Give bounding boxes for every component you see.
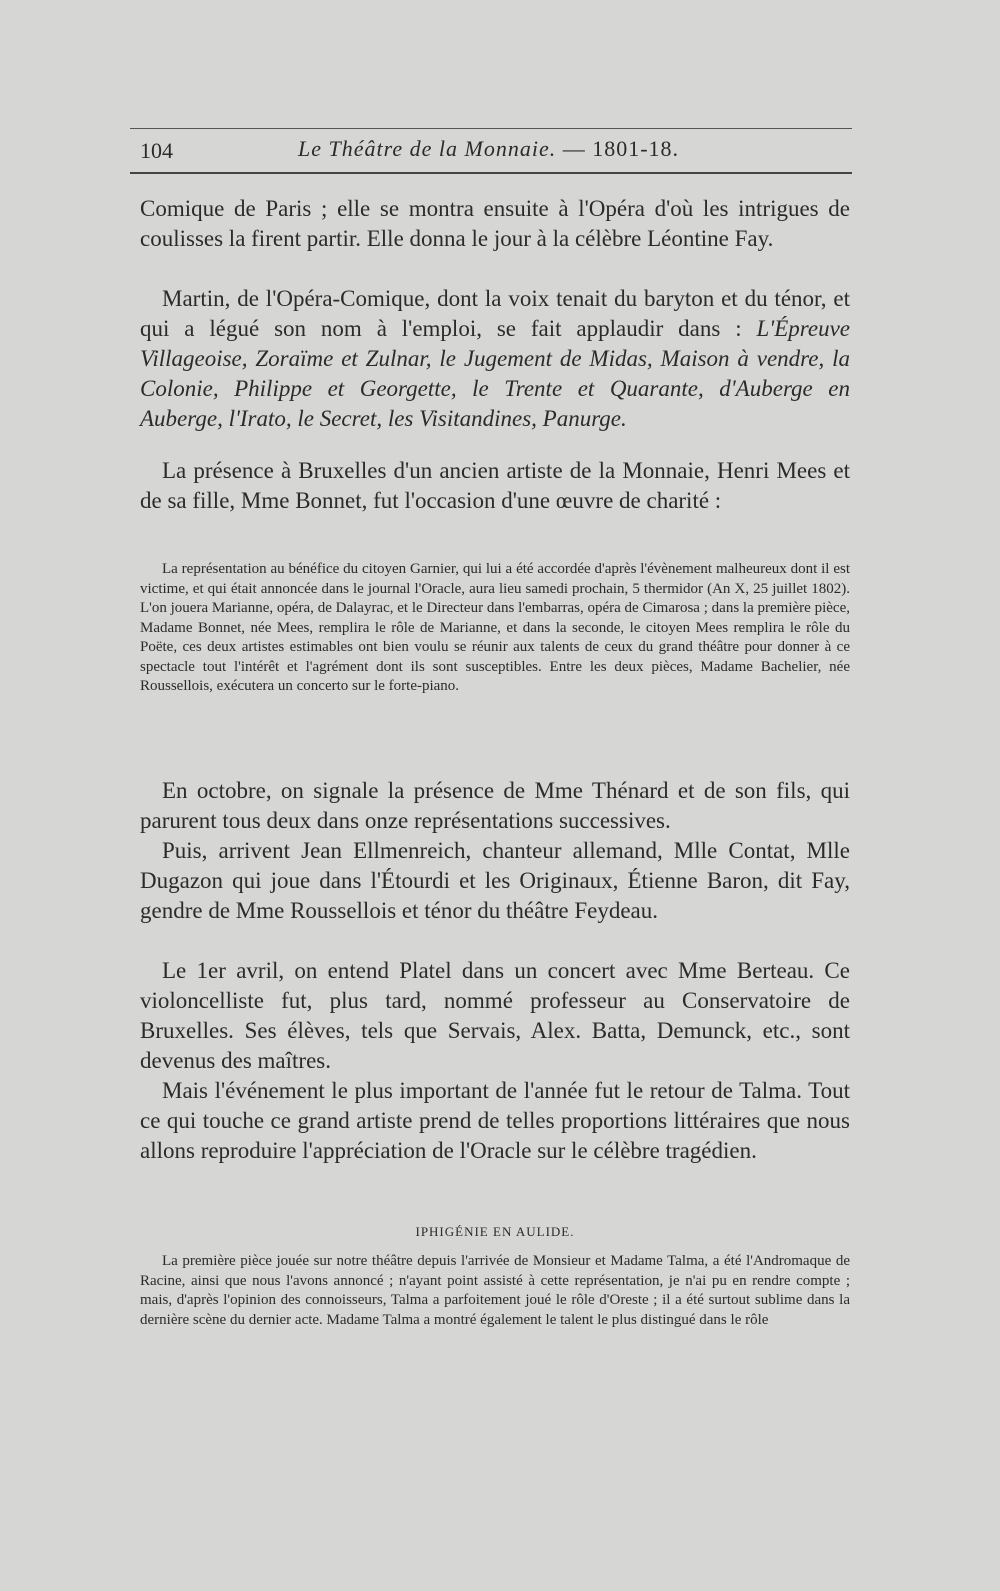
paragraph-4: En octobre, on signale la présence de Mme Thénard et de son fils, qui parurent tous deux dans onze représentations successives. — [140, 778, 850, 833]
running-header — [130, 134, 852, 174]
running-title: Le Théâtre de la Monnaie. — 1801-18. — [298, 136, 680, 161]
quotation-oracle-2: La première pièce jouée sur notre théâtre depuis l'arrivée de Monsieur et Madame Talma, a été l'Andromaque de Racine, ainsi que nous l'avons annoncé ; n'ayant point assisté à cette représentation, je n'ai pu en rendre compte ; mais, d'après l'opinion des connoisseurs, Talma a parfoitement joué le rôle d'Oreste ; il a été surtout sublime dans la dernière scène du dernier acte. Madame Talma a montré également le talent le plus distingué dans le rôle — [140, 1253, 850, 1328]
section-heading: IPHIGÉNIE EN AULIDE. — [415, 1224, 575, 1239]
paragraph-5: Puis, arrivent Jean Ellmenreich, chanteur allemand, Mlle Contat, Mlle Dugazon qui joue dans l'Étourdi et les Originaux, Étienne Baron, dit Fay, gendre de Mme Roussellois et ténor du théâtre Feydeau. — [140, 838, 850, 923]
header-rule-bottom — [130, 172, 852, 174]
works-list: L'Épreuve Villageoise, Zoraïme et Zulnar, le Jugement de Midas, Maison à vendre, la Colonie, Philippe et Georgette, le Trente et Quarante, d'Auberge en Auberge, l'Irato, le Secret, les Visitandines, Panurge. — [140, 316, 850, 431]
header-rule-top — [130, 128, 852, 129]
paragraph-6: Le 1er avril, on entend Platel dans un concert avec Mme Berteau. Ce violoncelliste fut, plus tard, nommé professeur au Conservatoire de Bruxelles. Ses élèves, tels que Servais, Alex. Batta, Demunck, etc., sont devenus des maîtres. — [140, 958, 850, 1073]
quotation-oracle-1: La représentation au bénéfice du citoyen Garnier, qui lui a été accordée d'après l'évènement malheureux dont il est victime, et qui était annoncée dans le journal l'Oracle, aura lieu samedi prochain, 5 thermidor (An X, 25 juillet 1802). L'on jouera Marianne, opéra, de Dalayrac, et le Directeur dans l'embarras, opéra de Cimarosa ; dans la première pièce, Madame Bonnet, née Mees, remplira le rôle de Marianne, et dans la seconde, le citoyen Mees remplira le rôle du Poëte, ces deux artistes estimables ont bien voulu se réunir aux talents de ceux du grand théâtre pour donner à ce spectacle tout l'intérêt et l'agrément dont ils sont susceptibles. Entre les deux pièces, Madame Bachelier, née Roussellois, exécutera un concerto sur le forte-piano. — [140, 561, 850, 694]
paragraph-3: La présence à Bruxelles d'un ancien artiste de la Monnaie, Henri Mees et de sa fille, Mme Bonnet, fut l'occasion d'une œuvre de charité : — [140, 458, 850, 513]
paragraph-7: Mais l'événement le plus important de l'année fut le retour de Talma. Tout ce qui touche ce grand artiste prend de telles proportions littéraires que nous allons reproduire l'appréciation de l'Oracle sur le célèbre tragédien. — [140, 1078, 850, 1163]
page-number: 104 — [140, 138, 173, 163]
running-dates: — 1801-18. — [562, 136, 680, 161]
paragraph-1: Comique de Paris ; elle se montra ensuite à l'Opéra d'où les intrigues de coulisses la firent partir. Elle donna le jour à la célèbre Léontine Fay. — [140, 196, 850, 251]
paragraph-2: Martin, de l'Opéra-Comique, dont la voix tenait du baryton et du ténor, et qui a légué son nom à l'emploi, se fait applaudir dans : L'Épreuve Villageoise, Zoraïme et Zulnar, le Jugement de Midas, Maison à vendre, la Colonie, Philippe et Georgette, le Trente et Quarante, d'Auberge en Auberge, l'Irato, le Secret, les Visitandines, Panurge. — [140, 286, 850, 431]
